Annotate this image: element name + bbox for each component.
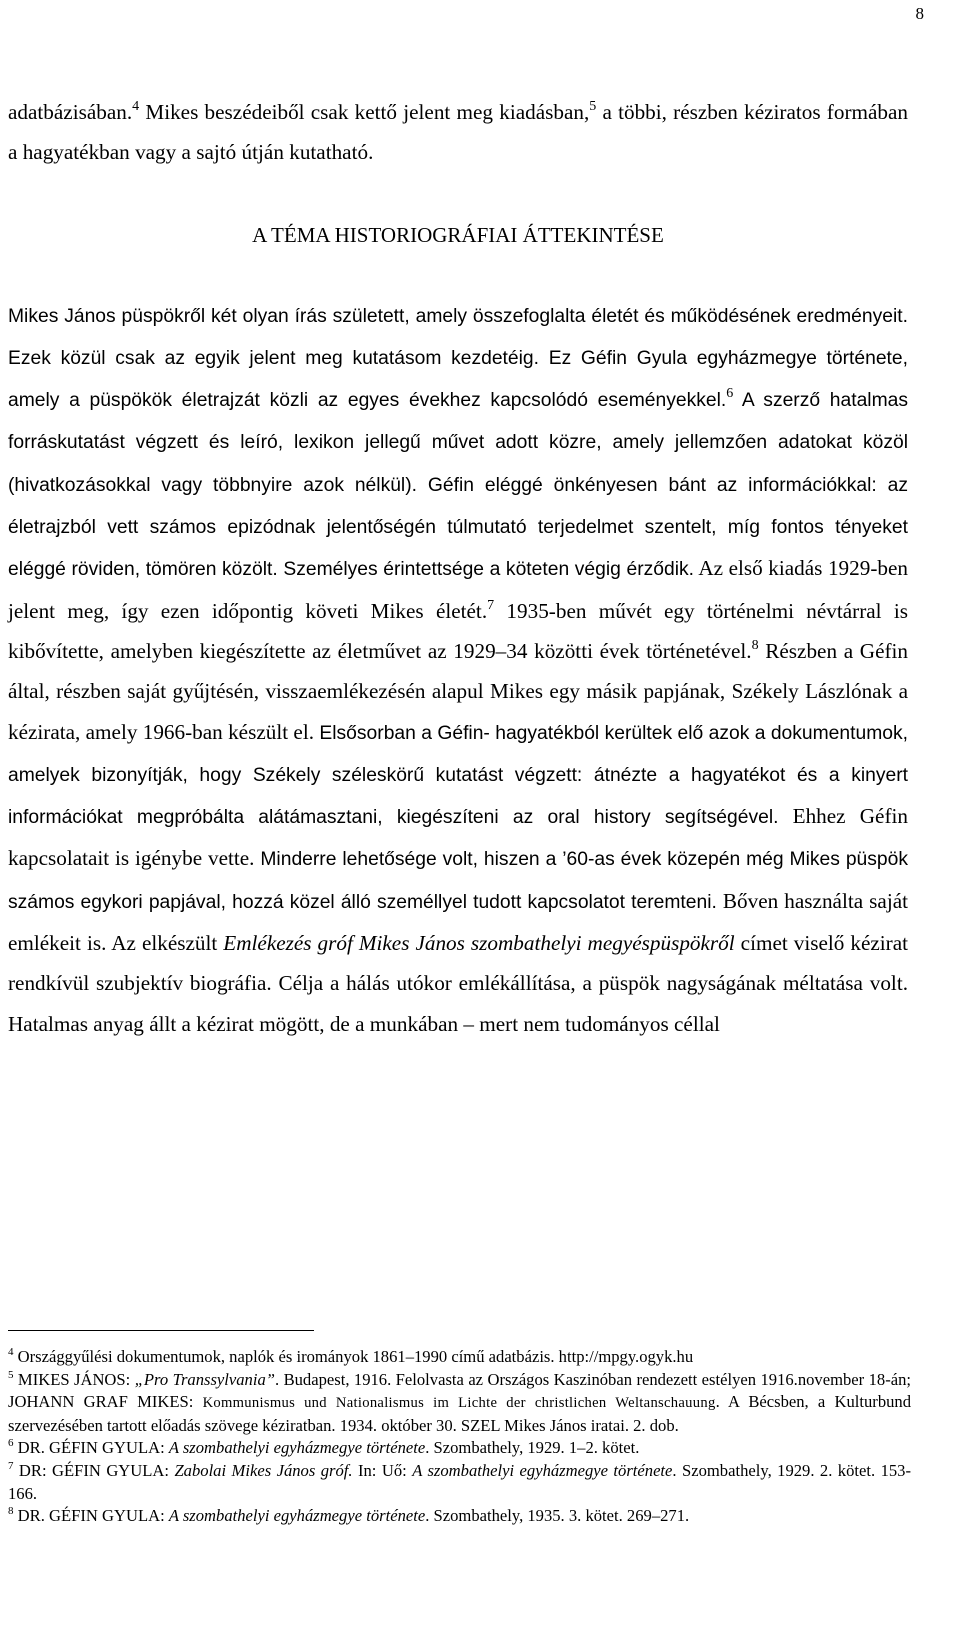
text-run: Ehhez Géfin kapcsolatait is igénybe vette. xyxy=(8,804,908,871)
footnote-text: . Szombathely, 1929. 2. kötet. 153-166. xyxy=(8,1460,911,1503)
footnote-text: . A Bécsben, a Kulturbund szervezésében tartott előadás szövege kéziratban. 1934. október 30. SZEL Mikes János iratai. 2. dob. xyxy=(8,1392,912,1435)
footnote-ref-7[interactable]: 7 xyxy=(487,597,495,613)
text-run: a többi, részben kéziratos formában a hagyatékban vagy a sajtó útján kutatható. xyxy=(8,100,908,165)
footnote-title: A szombathelyi egyházmegye története xyxy=(168,1438,426,1458)
footnote-text: DR. GÉFIN GYULA: xyxy=(13,1506,169,1526)
footnote-text: . Szombathely, 1935. 3. kötet. 269–271. xyxy=(425,1506,690,1526)
paragraph-intro xyxy=(8,92,908,173)
text-run: Elsősorban a Géfin- hagyatékból kerültek elő azok a dokumentumok, amelyek bizonyítják, hogy Székely széleskörű kutatást végzett: átnézte a hagyatékot és a kinyert információkat megpróbálta alátámasztani, kiegészíteni az oral history segítségével. xyxy=(8,722,908,829)
footnote-ref-4[interactable]: 4 xyxy=(132,99,140,114)
footnote-4 xyxy=(8,1346,911,1369)
footnote-text: Országgyűlési dokumentumok, naplók és irományok 1861–1990 című adatbázis. http://mpgy.ogyk.hu xyxy=(13,1347,694,1366)
text-run: 1935-ben művét egy történelmi névtárral is kibővítette, amelyben kiegészítette az életművet az 1929–34 közötti évek történetével. xyxy=(8,598,908,663)
footnote-number: 7 xyxy=(8,1459,14,1472)
page-number: 8 xyxy=(915,4,924,23)
footnote-text: DR: GÉFIN GYULA: xyxy=(13,1460,175,1480)
footnote-ref-8[interactable]: 8 xyxy=(751,637,759,653)
footnote-number: 6 xyxy=(8,1437,14,1450)
footnotes xyxy=(8,1346,911,1528)
footnote-text: Kommunismus und Nationalismus im Lichte der christlichen Weltanschauung xyxy=(202,1395,716,1412)
footnote-text: MIKES JÁNOS: xyxy=(13,1369,135,1389)
footnote-text: In: Uő: xyxy=(352,1460,413,1480)
footnote-title: „Pro Transsylvania” xyxy=(134,1369,275,1389)
footnote-ref-6[interactable]: 6 xyxy=(726,386,734,402)
body-text xyxy=(8,92,908,1044)
footnote-ref-5[interactable]: 5 xyxy=(589,99,597,114)
footnote-title: A szombathelyi egyházmegye története xyxy=(168,1506,426,1526)
text-run: A szerző hatalmas forráskutatást végzett és leíró, lexikon jellegű művet adott közre, amely jellemzően adatokat közöl (hivatkozásokkal vagy többnyire azok nélkül). Géfin eléggé önkényesen bánt az információkkal: az életrajzból vett számos epizódnak jelentőségén túlmutató terjedelmet szentelt, míg fontos tényeket eléggé röviden, tömören közölt. Személyes érintettsége a köteten végig érződik. xyxy=(8,390,908,581)
text-run: Minderre lehetősége volt, hiszen a ’60-as évek közepén még Mikes püspök számos egykori papjával, hozzá közel álló személlyel tudott kapcsolatot teremteni. xyxy=(8,849,908,913)
text-run: Mikes beszédeiből csak kettő jelent meg kiadásban, xyxy=(139,100,590,124)
footnote-number: 8 xyxy=(8,1505,14,1518)
text-run: címet viselő kézirat rendkívül szubjektív biográfia. xyxy=(8,931,909,996)
footnote-title: Zabolai Mikes János gróf. xyxy=(174,1460,353,1480)
footnote-number: 4 xyxy=(8,1346,14,1358)
footnote-5 xyxy=(8,1369,911,1438)
text-run: Részben a Géfin által, részben saját gyűjtésén, visszaemlékezésén alapul Mikes egy másik papjának, Székely Lászlónak a kézirata, amely 1966-ban készült el. xyxy=(8,638,909,744)
footnote-7 xyxy=(8,1460,911,1505)
text-run: adatbázisában. xyxy=(8,100,133,124)
paragraph-historiography xyxy=(8,295,908,1044)
footnote-text: . Szombathely, 1929. 1–2. kötet. xyxy=(425,1438,640,1458)
footnote-number: 5 xyxy=(8,1368,14,1381)
footnote-separator xyxy=(8,1330,314,1331)
text-run: Hatalmas anyag állt a kézirat mögött, de a munkában – mert nem tudományos céllal xyxy=(8,1011,720,1036)
footnote-text: . Budapest, 1916. Felolvasta az Országos Kaszinóban rendezett estélyen 1916.november 18-án; JOHANN GRAF MIKES: xyxy=(8,1369,911,1412)
text-run: Mikes János püspökről két olyan írás született, amely összefoglalta életét és működésének eredményeit. Ezek közül csak az egyik jelent meg kutatásom kezdetéig. Ez Géfin Gyula egyházmegye története, amely a püspökök életrajzát közli az egyes évekhez kapcsolódó eseményekkel. xyxy=(8,305,908,412)
text-run: Az elkészült xyxy=(106,931,224,956)
text-run: Célja a hálás utókor emlékállítása, a püspök nagyságának méltatása volt. xyxy=(271,971,909,996)
footnote-6 xyxy=(8,1437,911,1460)
footnote-text: DR. GÉFIN GYULA: xyxy=(13,1438,169,1458)
text-run: Bőven használta saját emlékeit is. xyxy=(8,888,909,956)
text-run: Az első kiadás 1929-ben jelent meg, így ezen időpontig követi Mikes életét. xyxy=(8,556,908,623)
section-heading: A TÉMA HISTORIOGRÁFIAI ÁTTEKINTÉSE xyxy=(252,222,664,247)
footnote-8 xyxy=(8,1505,911,1528)
footnote-title: A szombathelyi egyházmegye története xyxy=(412,1460,673,1480)
work-title: Emlékezés gróf Mikes János szombathelyi megyéspüspökről xyxy=(223,931,735,956)
